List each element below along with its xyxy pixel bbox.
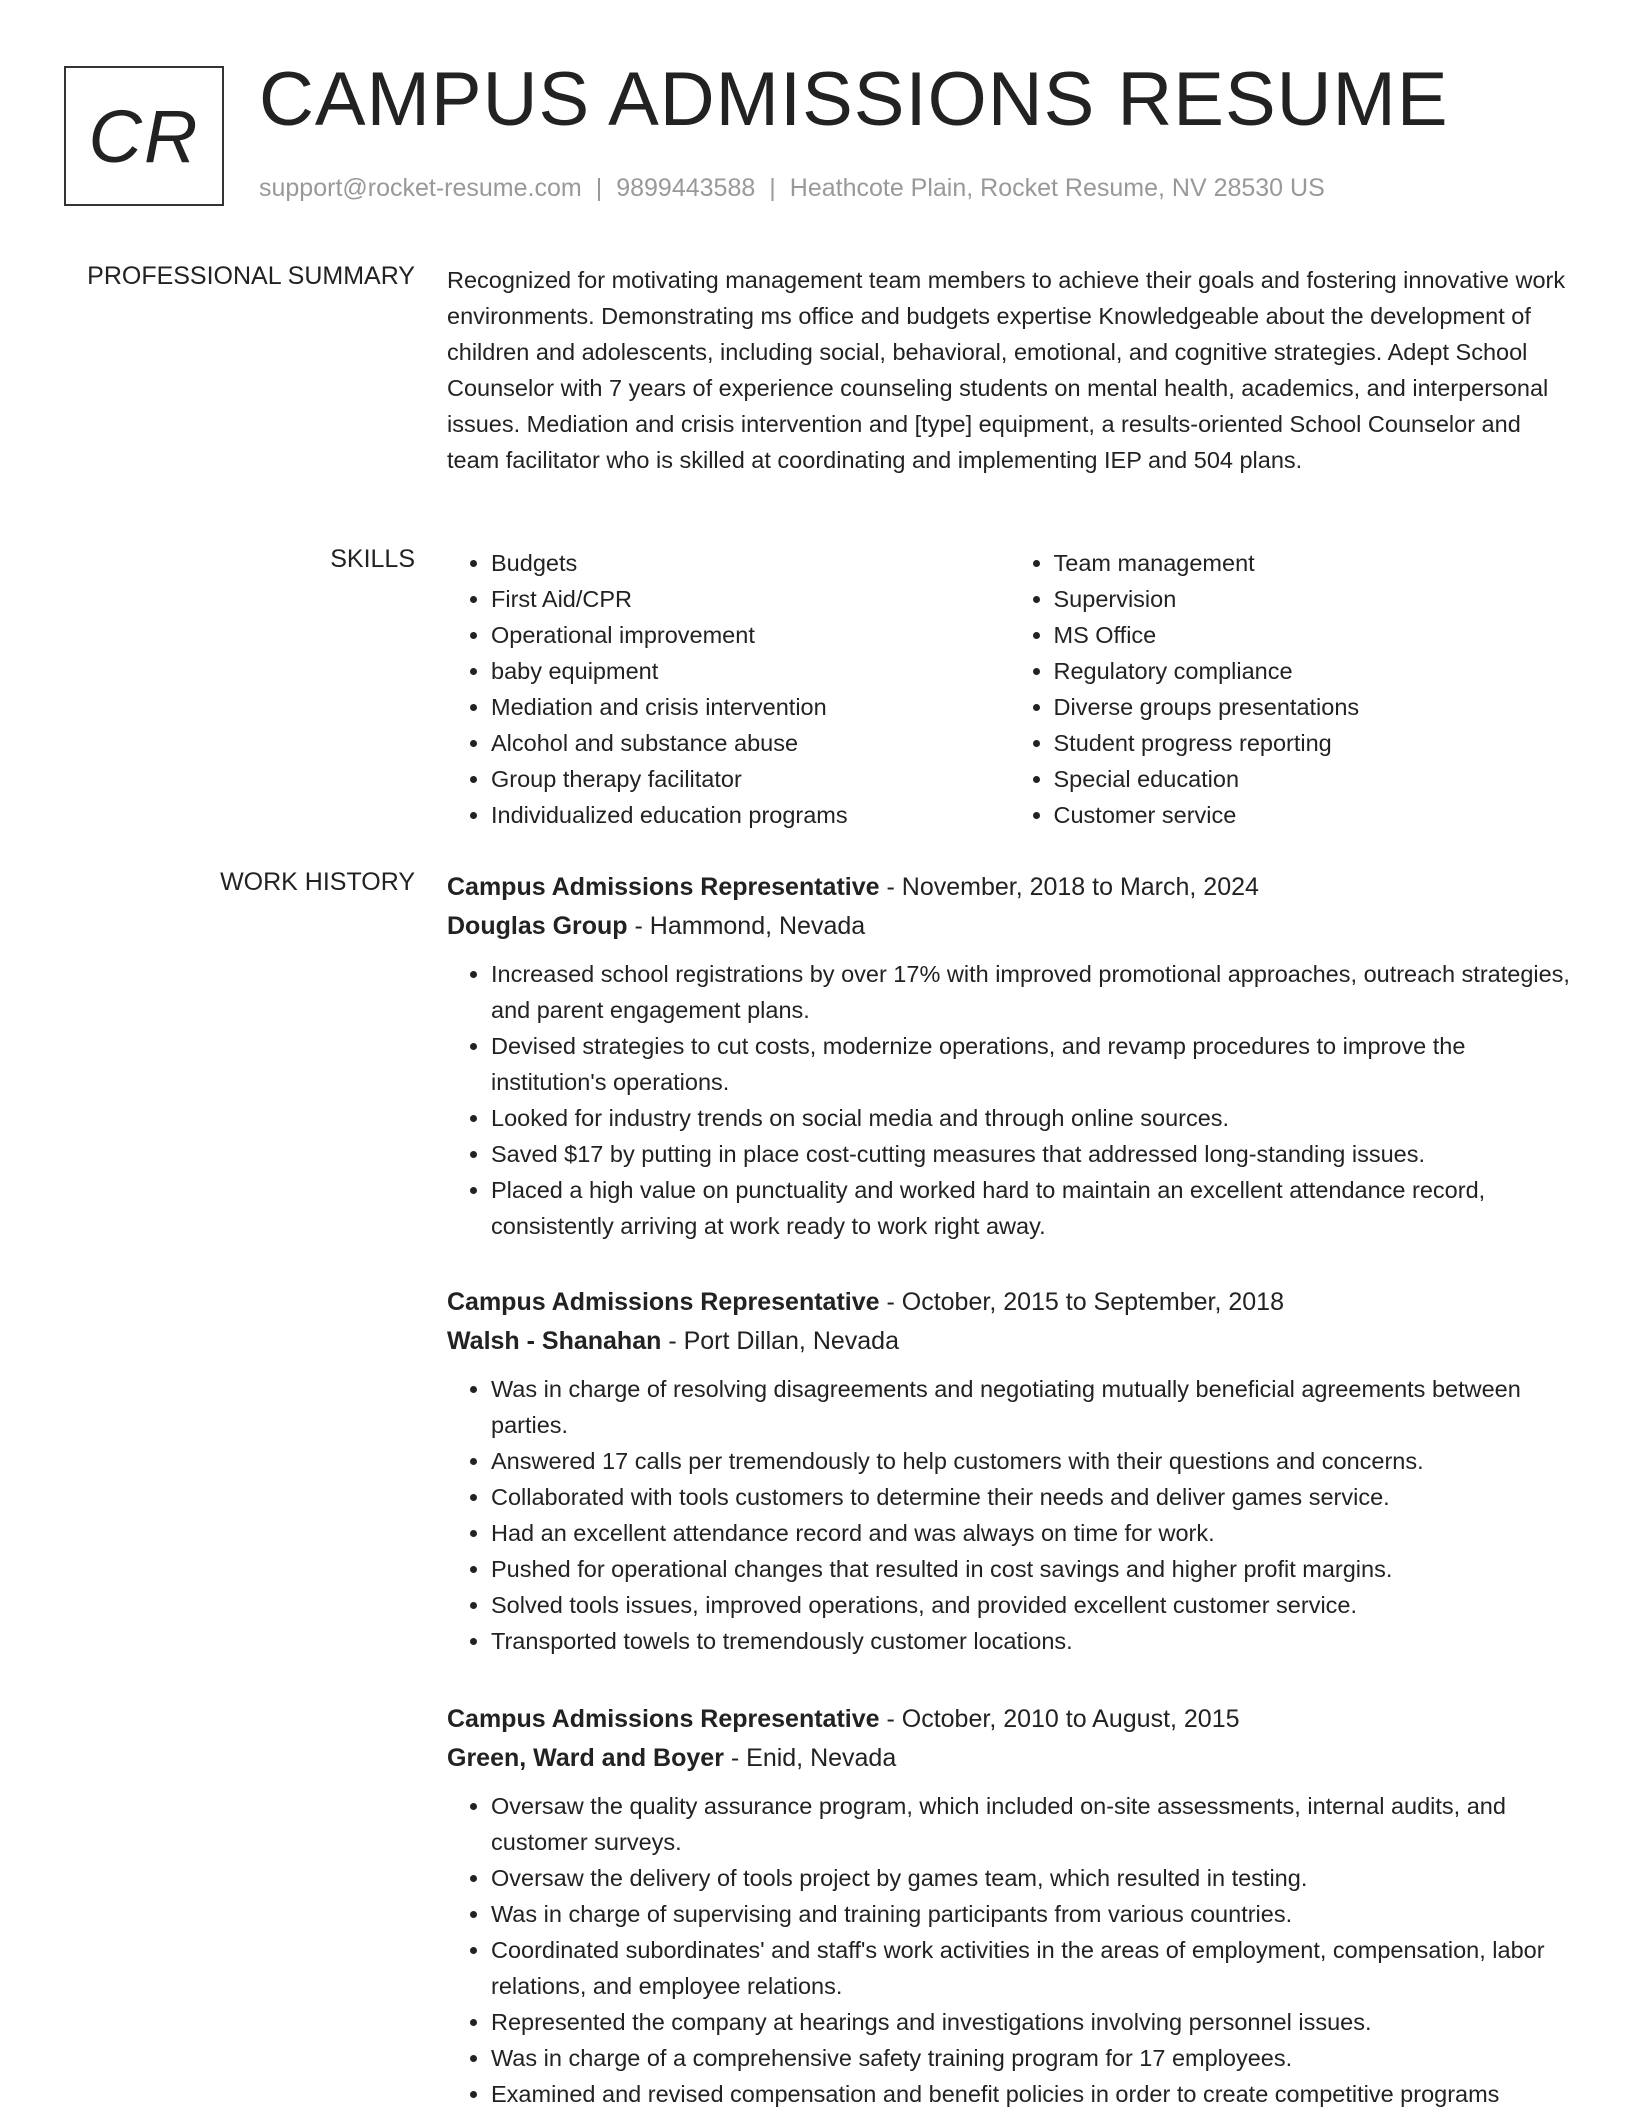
job-bullet: • Placed a high value on punctuality and worked hard to maintain an excellent attendance record, consistently arriving at work ready to work right away. (491, 1172, 1572, 1244)
job-bullets (447, 956, 1572, 1244)
job-company-line (447, 907, 1572, 946)
job-dates: - October, 2015 to September, 2018 (879, 1288, 1284, 1316)
job-bullet: • Devised strategies to cut costs, modernize operations, and revamp procedures to improve the institution's operations. (491, 1028, 1572, 1100)
job-bullet: • Represented the company at hearings and investigations involving personnel issues. (491, 2004, 1572, 2040)
job-bullets (447, 1788, 1572, 2112)
job-title-line (447, 1700, 1572, 1739)
skill-item: • Supervision (1054, 581, 1573, 617)
job-company-line (447, 1322, 1572, 1361)
job-location: - Enid, Nevada (723, 1744, 897, 1772)
contact-separator: | (769, 174, 776, 202)
contact-line (259, 174, 1325, 203)
skill-item: • Individualized education programs (491, 797, 1010, 833)
job-bullet: • Transported towels to tremendously customer locations. (491, 1623, 1572, 1659)
skill-item: • Mediation and crisis intervention (491, 689, 1010, 725)
job-company: Douglas Group (447, 912, 628, 940)
job-bullet: • Solved tools issues, improved operations, and provided excellent customer service. (491, 1587, 1572, 1623)
job-bullet: • Looked for industry trends on social media and through online sources. (491, 1100, 1572, 1136)
skill-item: • Group therapy facilitator (491, 761, 1010, 797)
initials-text: CR (88, 94, 200, 178)
job-title: Campus Admissions Representative (447, 873, 880, 901)
job-dates: - November, 2018 to March, 2024 (879, 873, 1259, 901)
job-bullet: • Was in charge of a comprehensive safety training program for 17 employees. (491, 2040, 1572, 2076)
job-bullet: • Saved $17 by putting in place cost-cutting measures that addressed long-standing issues. (491, 1136, 1572, 1172)
contact-separator: | (595, 174, 603, 202)
skills-list-right (1010, 545, 1573, 833)
job-company: Green, Ward and Boyer (447, 1744, 724, 1772)
job-title-line (447, 1283, 1572, 1322)
job-company: Walsh - Shanahan (447, 1327, 662, 1355)
summary-text: Recognized for motivating management team members to achieve their goals and fostering innovative work environments. Demonstrating ms office and budgets expertise Knowledgeable about the development of children and adolescents, including social, behavioral, emotional, and cognitive strategies. Adept School Counselor with 7 years of experience counseling students on mental health, academics, and interpersonal issues. Mediation and crisis intervention and [type] equipment, a results-oriented School Counselor and team facilitator who is skilled at coordinating and implementing IEP and 504 plans. (447, 267, 1566, 473)
job-entry (447, 1700, 1572, 2112)
skill-item: • Regulatory compliance (1054, 653, 1573, 689)
job-bullet: • Was in charge of resolving disagreements and negotiating mutually beneficial agreements between parties. (491, 1371, 1572, 1443)
job-bullets (447, 1371, 1572, 1659)
job-bullet: • Collaborated with tools customers to determine their needs and deliver games service. (491, 1479, 1572, 1515)
job-entry (447, 868, 1572, 1244)
job-title: Campus Admissions Representative (447, 1288, 880, 1316)
job-location: - Hammond, Nevada (627, 912, 866, 940)
skills-heading: SKILLS (330, 545, 415, 573)
initials-monogram (64, 66, 224, 206)
contact-phone: 9899443588 (616, 174, 756, 202)
skill-item: • Alcohol and substance abuse (491, 725, 1010, 761)
job-title: Campus Admissions Representative (447, 1705, 880, 1733)
job-bullet: • Examined and revised compensation and benefit policies in order to create competitive programs (491, 2076, 1572, 2112)
work-history-heading: WORK HISTORY (220, 868, 415, 896)
job-company-line (447, 1739, 1572, 1778)
skill-item: • Operational improvement (491, 617, 1010, 653)
skill-item: • baby equipment (491, 653, 1010, 689)
skills-columns (447, 545, 1572, 833)
skill-item: • Team management (1054, 545, 1573, 581)
skill-item: • First Aid/CPR (491, 581, 1010, 617)
skill-item: • Customer service (1054, 797, 1573, 833)
job-bullet: • Coordinated subordinates' and staff's work activities in the areas of employment, compensation, labor relations, and employee relations. (491, 1932, 1572, 2004)
summary-heading: PROFESSIONAL SUMMARY (87, 262, 415, 290)
job-bullet: • Oversaw the delivery of tools project by games team, which resulted in testing. (491, 1860, 1572, 1896)
job-bullet: • Was in charge of supervising and training participants from various countries. (491, 1896, 1572, 1932)
job-bullet: • Oversaw the quality assurance program, which included on-site assessments, internal audits, and customer surveys. (491, 1788, 1572, 1860)
job-dates: - October, 2010 to August, 2015 (879, 1705, 1240, 1733)
job-location: - Port Dillan, Nevada (661, 1327, 899, 1355)
skill-item: • Special education (1054, 761, 1573, 797)
job-bullet: • Increased school registrations by over 17% with improved promotional approaches, outreach strategies, and parent engagement plans. (491, 956, 1572, 1028)
job-bullet: • Had an excellent attendance record and was always on time for work. (491, 1515, 1572, 1551)
contact-email: support@rocket-resume.com (259, 174, 582, 202)
resume-title: CAMPUS ADMISSIONS RESUME (259, 57, 1449, 142)
job-title-line (447, 868, 1572, 907)
job-bullet: • Answered 17 calls per tremendously to help customers with their questions and concerns. (491, 1443, 1572, 1479)
job-bullet: • Pushed for operational changes that resulted in cost savings and higher profit margins. (491, 1551, 1572, 1587)
skill-item: • Budgets (491, 545, 1010, 581)
skill-item: • Student progress reporting (1054, 725, 1573, 761)
job-entry (447, 1283, 1572, 1659)
skills-list-left (447, 545, 1010, 833)
skill-item: • MS Office (1054, 617, 1573, 653)
contact-address: Heathcote Plain, Rocket Resume, NV 28530 US (789, 174, 1325, 202)
skill-item: • Diverse groups presentations (1054, 689, 1573, 725)
